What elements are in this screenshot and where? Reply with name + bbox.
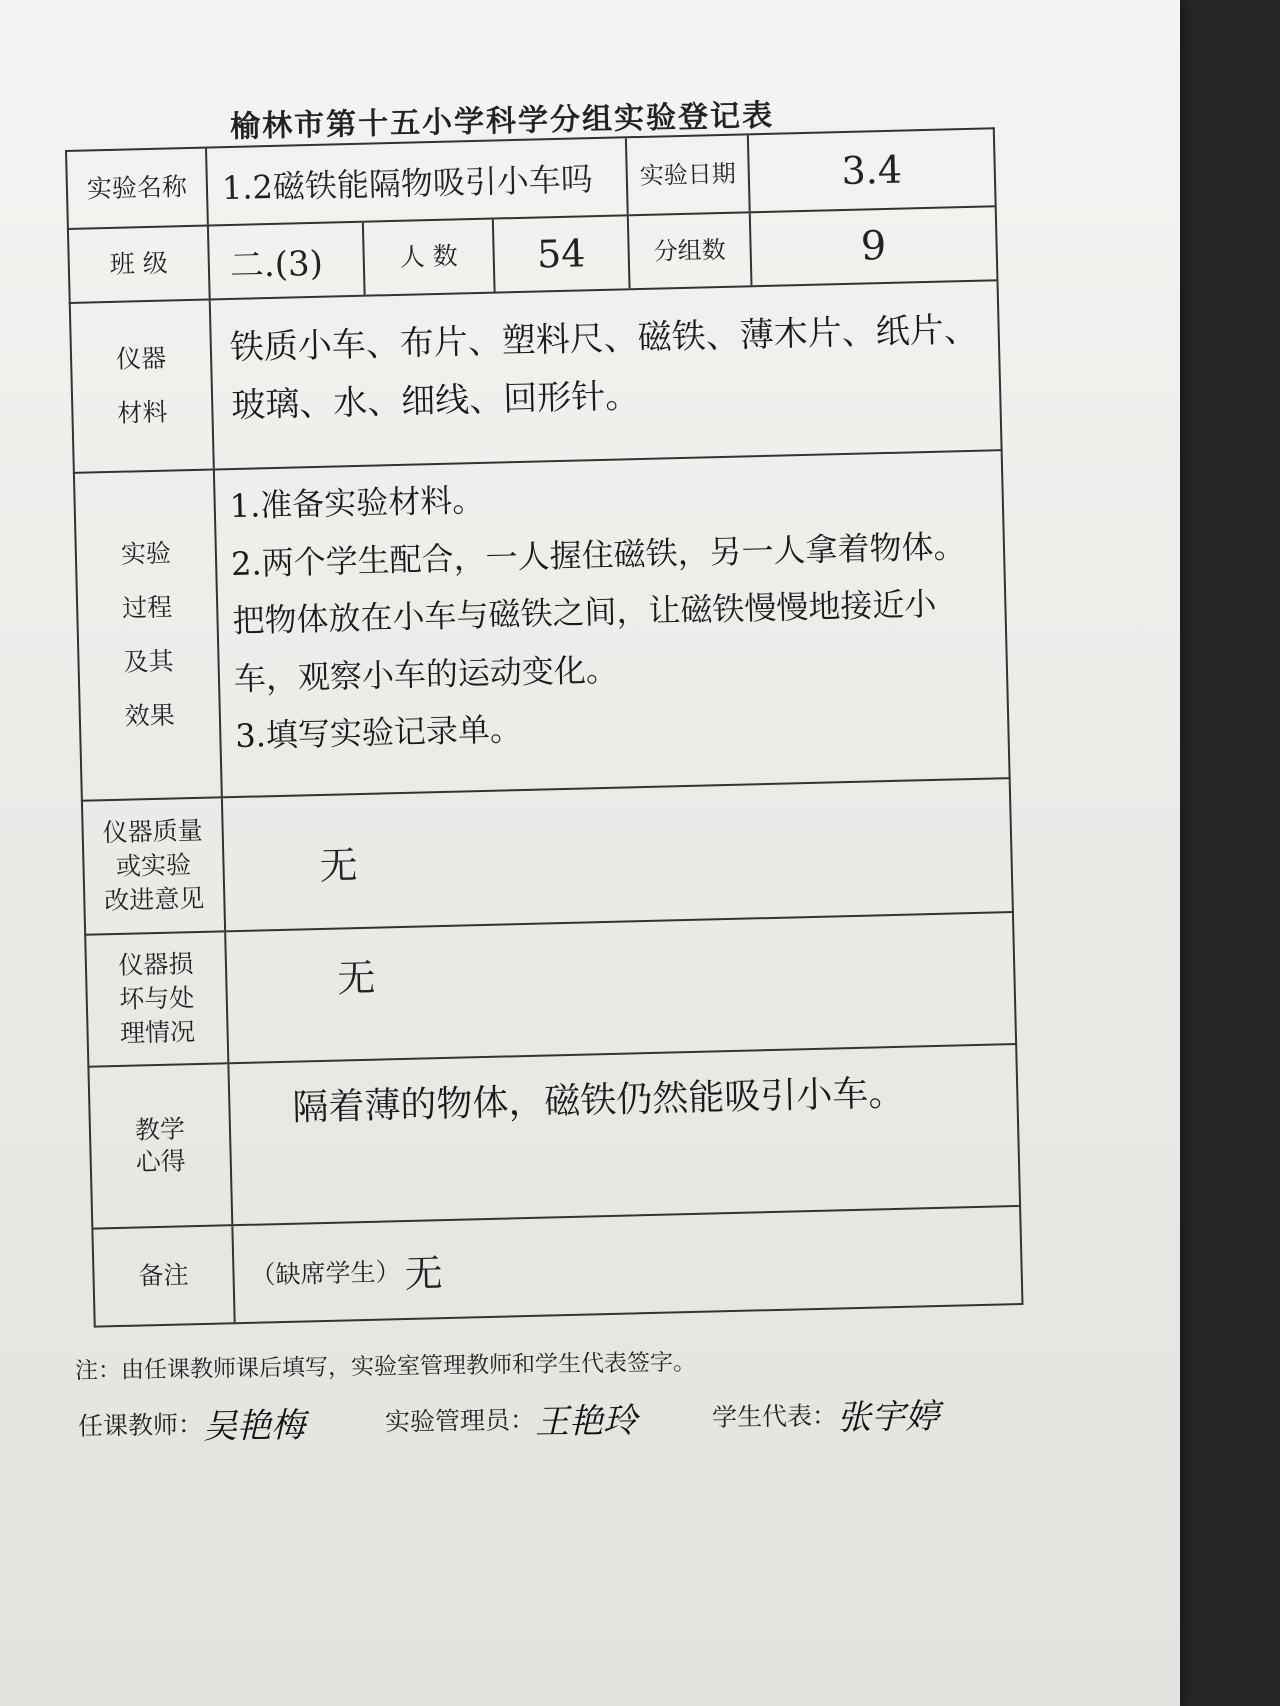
remarks-cell (233, 1207, 1021, 1322)
reflection-label-line: 教学 (134, 1113, 186, 1145)
row-materials (69, 279, 1003, 472)
process-step: 1.准备实验材料。 (229, 480, 485, 526)
quality-label (83, 798, 226, 933)
row-remarks (91, 1205, 1023, 1328)
row-reflection (87, 1043, 1021, 1228)
headcount-label: 人 数 (364, 220, 496, 295)
process-label-line: 实验 (120, 538, 172, 569)
groups-value: 9 (860, 222, 887, 270)
admin-label: 实验管理员： (384, 1405, 536, 1437)
experiment-date-value: 3.4 (840, 147, 903, 194)
class-value: 二.(3) (209, 223, 366, 299)
quality-label-line: 改进意见 (103, 883, 205, 916)
row-damage (84, 911, 1017, 1066)
signature-line (78, 1381, 1039, 1454)
process-value (215, 451, 1009, 796)
class-label: 班 级 (69, 227, 211, 302)
reflection-label-line: 心得 (135, 1146, 187, 1177)
process-step: 2.两个学生配合，一人握住磁铁，另一人拿着物体。把物体放在小车与磁铁之间，让磁铁慢慢地接近小车，观察小车的运动变化。 (230, 526, 966, 698)
reflection-label (89, 1064, 233, 1227)
reflection-value: 隔着薄的物体，磁铁仍然能吸引小车。 (291, 1072, 905, 1129)
student-label: 学生代表： (711, 1401, 838, 1432)
experiment-name-value: 1.2磁铁能隔物吸引小车吗 (207, 138, 629, 224)
quality-value: 无 (319, 842, 359, 888)
materials-value: 铁质小车、布片、塑料尺、磁铁、薄木片、纸片、玻璃、水、细线、回形针。 (229, 309, 979, 426)
materials-label-line: 材料 (117, 397, 168, 428)
experiment-date-label: 实验日期 (627, 135, 751, 214)
teacher-signature: 吴艳梅 (202, 1405, 306, 1447)
row-quality (81, 777, 1014, 934)
experiment-name-label: 实验名称 (67, 149, 209, 228)
damage-label-line: 坏与处 (118, 983, 195, 1015)
document-title: 榆林市第十五小学科学分组实验登记表 (229, 98, 775, 145)
headcount-value: 54 (494, 216, 631, 291)
remarks-prefix: （缺席学生） (250, 1257, 401, 1290)
row-process (73, 449, 1011, 800)
registration-form-table (65, 127, 1024, 1327)
groups-label: 分组数 (629, 213, 753, 288)
process-label-line: 过程 (121, 592, 173, 623)
teacher-label: 任课教师： (77, 1409, 204, 1441)
process-label-line: 及其 (123, 646, 174, 677)
materials-label-line: 仪器 (115, 343, 167, 374)
materials-label (71, 300, 215, 471)
process-label-line: 效果 (124, 700, 176, 731)
quality-label-line: 或实验 (115, 850, 192, 882)
remarks-label: 备注 (93, 1226, 235, 1325)
process-label (75, 470, 223, 799)
remarks-value: 无 (404, 1250, 444, 1296)
damage-label-line: 理情况 (119, 1016, 196, 1048)
student-signature: 张宇婷 (836, 1396, 940, 1438)
damage-label (86, 932, 229, 1065)
damage-label-line: 仪器损 (118, 949, 194, 981)
admin-signature: 王艳玲 (534, 1400, 638, 1442)
damage-value: 无 (336, 955, 376, 1001)
form-instruction-note: 注：由任课教师课后填写，实验室管理教师和学生代表签字。 (74, 1349, 697, 1385)
quality-label-line: 仪器质量 (102, 816, 204, 848)
process-step: 3.填写实验记录单。 (234, 710, 523, 756)
